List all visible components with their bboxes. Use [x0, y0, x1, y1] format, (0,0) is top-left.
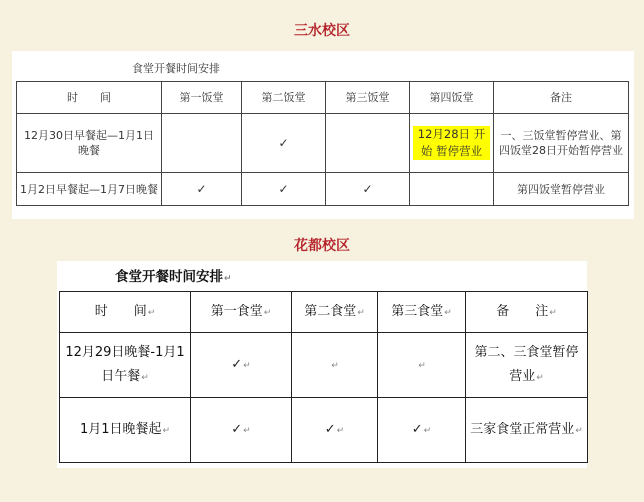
- header-cell: 备注: [494, 82, 629, 114]
- paragraph-mark-icon: ↵: [224, 274, 232, 284]
- header-text: 备 注: [496, 303, 549, 319]
- highlighted-note: 12月28日 开始 暂停营业: [413, 126, 490, 160]
- check-cell: [191, 333, 292, 398]
- note-text: 三家食堂正常营业: [470, 421, 575, 437]
- header-cell: [60, 292, 191, 333]
- campus-title-huadu: 花都校区: [294, 238, 350, 254]
- highlight-cell: [410, 114, 494, 173]
- table-row: [17, 173, 629, 206]
- paragraph-mark-icon: ↵: [243, 360, 251, 371]
- check-icon: ✓: [411, 421, 423, 437]
- table-header-row: [17, 82, 629, 114]
- paragraph-mark-icon: ↵: [243, 425, 251, 436]
- check-cell: [292, 333, 378, 398]
- time-text: 1月1日晚餐起: [79, 421, 162, 437]
- table-header-row: [60, 292, 588, 333]
- table-row: [60, 398, 588, 463]
- check-icon: ✓: [324, 421, 336, 437]
- paragraph-mark-icon: ↵: [357, 307, 365, 318]
- caption-text: 食堂开餐时间安排: [115, 269, 223, 285]
- check-cell: ✓: [162, 173, 242, 206]
- header-cell: 第二饭堂: [242, 82, 326, 114]
- huadu-caption: [115, 265, 232, 285]
- sanshui-table: [16, 81, 629, 206]
- paragraph-mark-icon: ↵: [331, 360, 339, 371]
- time-cell: [60, 333, 191, 398]
- check-cell: [326, 114, 410, 173]
- time-text: 12月29日晚餐-1月1日午餐: [65, 344, 185, 384]
- note-cell: 第四饭堂暂停营业: [494, 173, 629, 206]
- header-cell: [466, 292, 588, 333]
- check-cell: [162, 114, 242, 173]
- table-row: [60, 333, 588, 398]
- check-cell: ✓: [326, 173, 410, 206]
- note-cell: [466, 333, 588, 398]
- check-cell: [378, 333, 466, 398]
- check-cell: ✓: [242, 114, 326, 173]
- paragraph-mark-icon: ↵: [147, 307, 156, 318]
- header-cell: 时 间: [17, 82, 162, 114]
- time-cell: [60, 398, 191, 463]
- header-cell: [292, 292, 378, 333]
- paragraph-mark-icon: ↵: [162, 425, 171, 436]
- paragraph-mark-icon: ↵: [575, 425, 583, 436]
- sanshui-caption: 食堂开餐时间安排: [132, 62, 220, 75]
- paragraph-mark-icon: ↵: [423, 425, 432, 436]
- header-cell: 第四饭堂: [410, 82, 494, 114]
- check-cell: [410, 173, 494, 206]
- header-text: 第三食堂: [391, 303, 444, 319]
- header-text: 第二食堂: [304, 303, 357, 319]
- paragraph-mark-icon: ↵: [444, 307, 452, 318]
- sanshui-schedule-image: [12, 51, 634, 219]
- header-text: 第一食堂: [210, 303, 263, 319]
- header-cell: 第一饭堂: [162, 82, 242, 114]
- header-cell: 第三饭堂: [326, 82, 410, 114]
- paragraph-mark-icon: ↵: [418, 360, 426, 371]
- paragraph-mark-icon: ↵: [141, 372, 149, 383]
- check-cell: ✓: [242, 173, 326, 206]
- paragraph-mark-icon: ↵: [263, 307, 272, 318]
- huadu-schedule-image: [57, 261, 587, 468]
- time-cell: 1月2日早餐起—1月7日晚餐: [17, 173, 162, 206]
- note-cell: 一、三饭堂暂停营业、第四饭堂28日开始暂停营业: [494, 114, 629, 173]
- note-cell: [466, 398, 588, 463]
- note-text: 第二、三食堂暂停营业: [474, 344, 579, 384]
- check-cell: [191, 398, 292, 463]
- check-cell: [378, 398, 466, 463]
- paragraph-mark-icon: ↵: [336, 425, 345, 436]
- huadu-table: [59, 291, 588, 463]
- header-text: 时 间: [94, 303, 147, 319]
- check-icon: ✓: [231, 356, 243, 372]
- check-icon: ✓: [231, 421, 243, 437]
- campus-title-sanshui: 三水校区: [294, 23, 350, 39]
- paragraph-mark-icon: ↵: [549, 307, 557, 318]
- table-row: [17, 114, 629, 173]
- check-cell: [292, 398, 378, 463]
- header-cell: [191, 292, 292, 333]
- paragraph-mark-icon: ↵: [536, 372, 544, 383]
- time-cell: 12月30日早餐起—1月1日晚餐: [17, 114, 162, 173]
- header-cell: [378, 292, 466, 333]
